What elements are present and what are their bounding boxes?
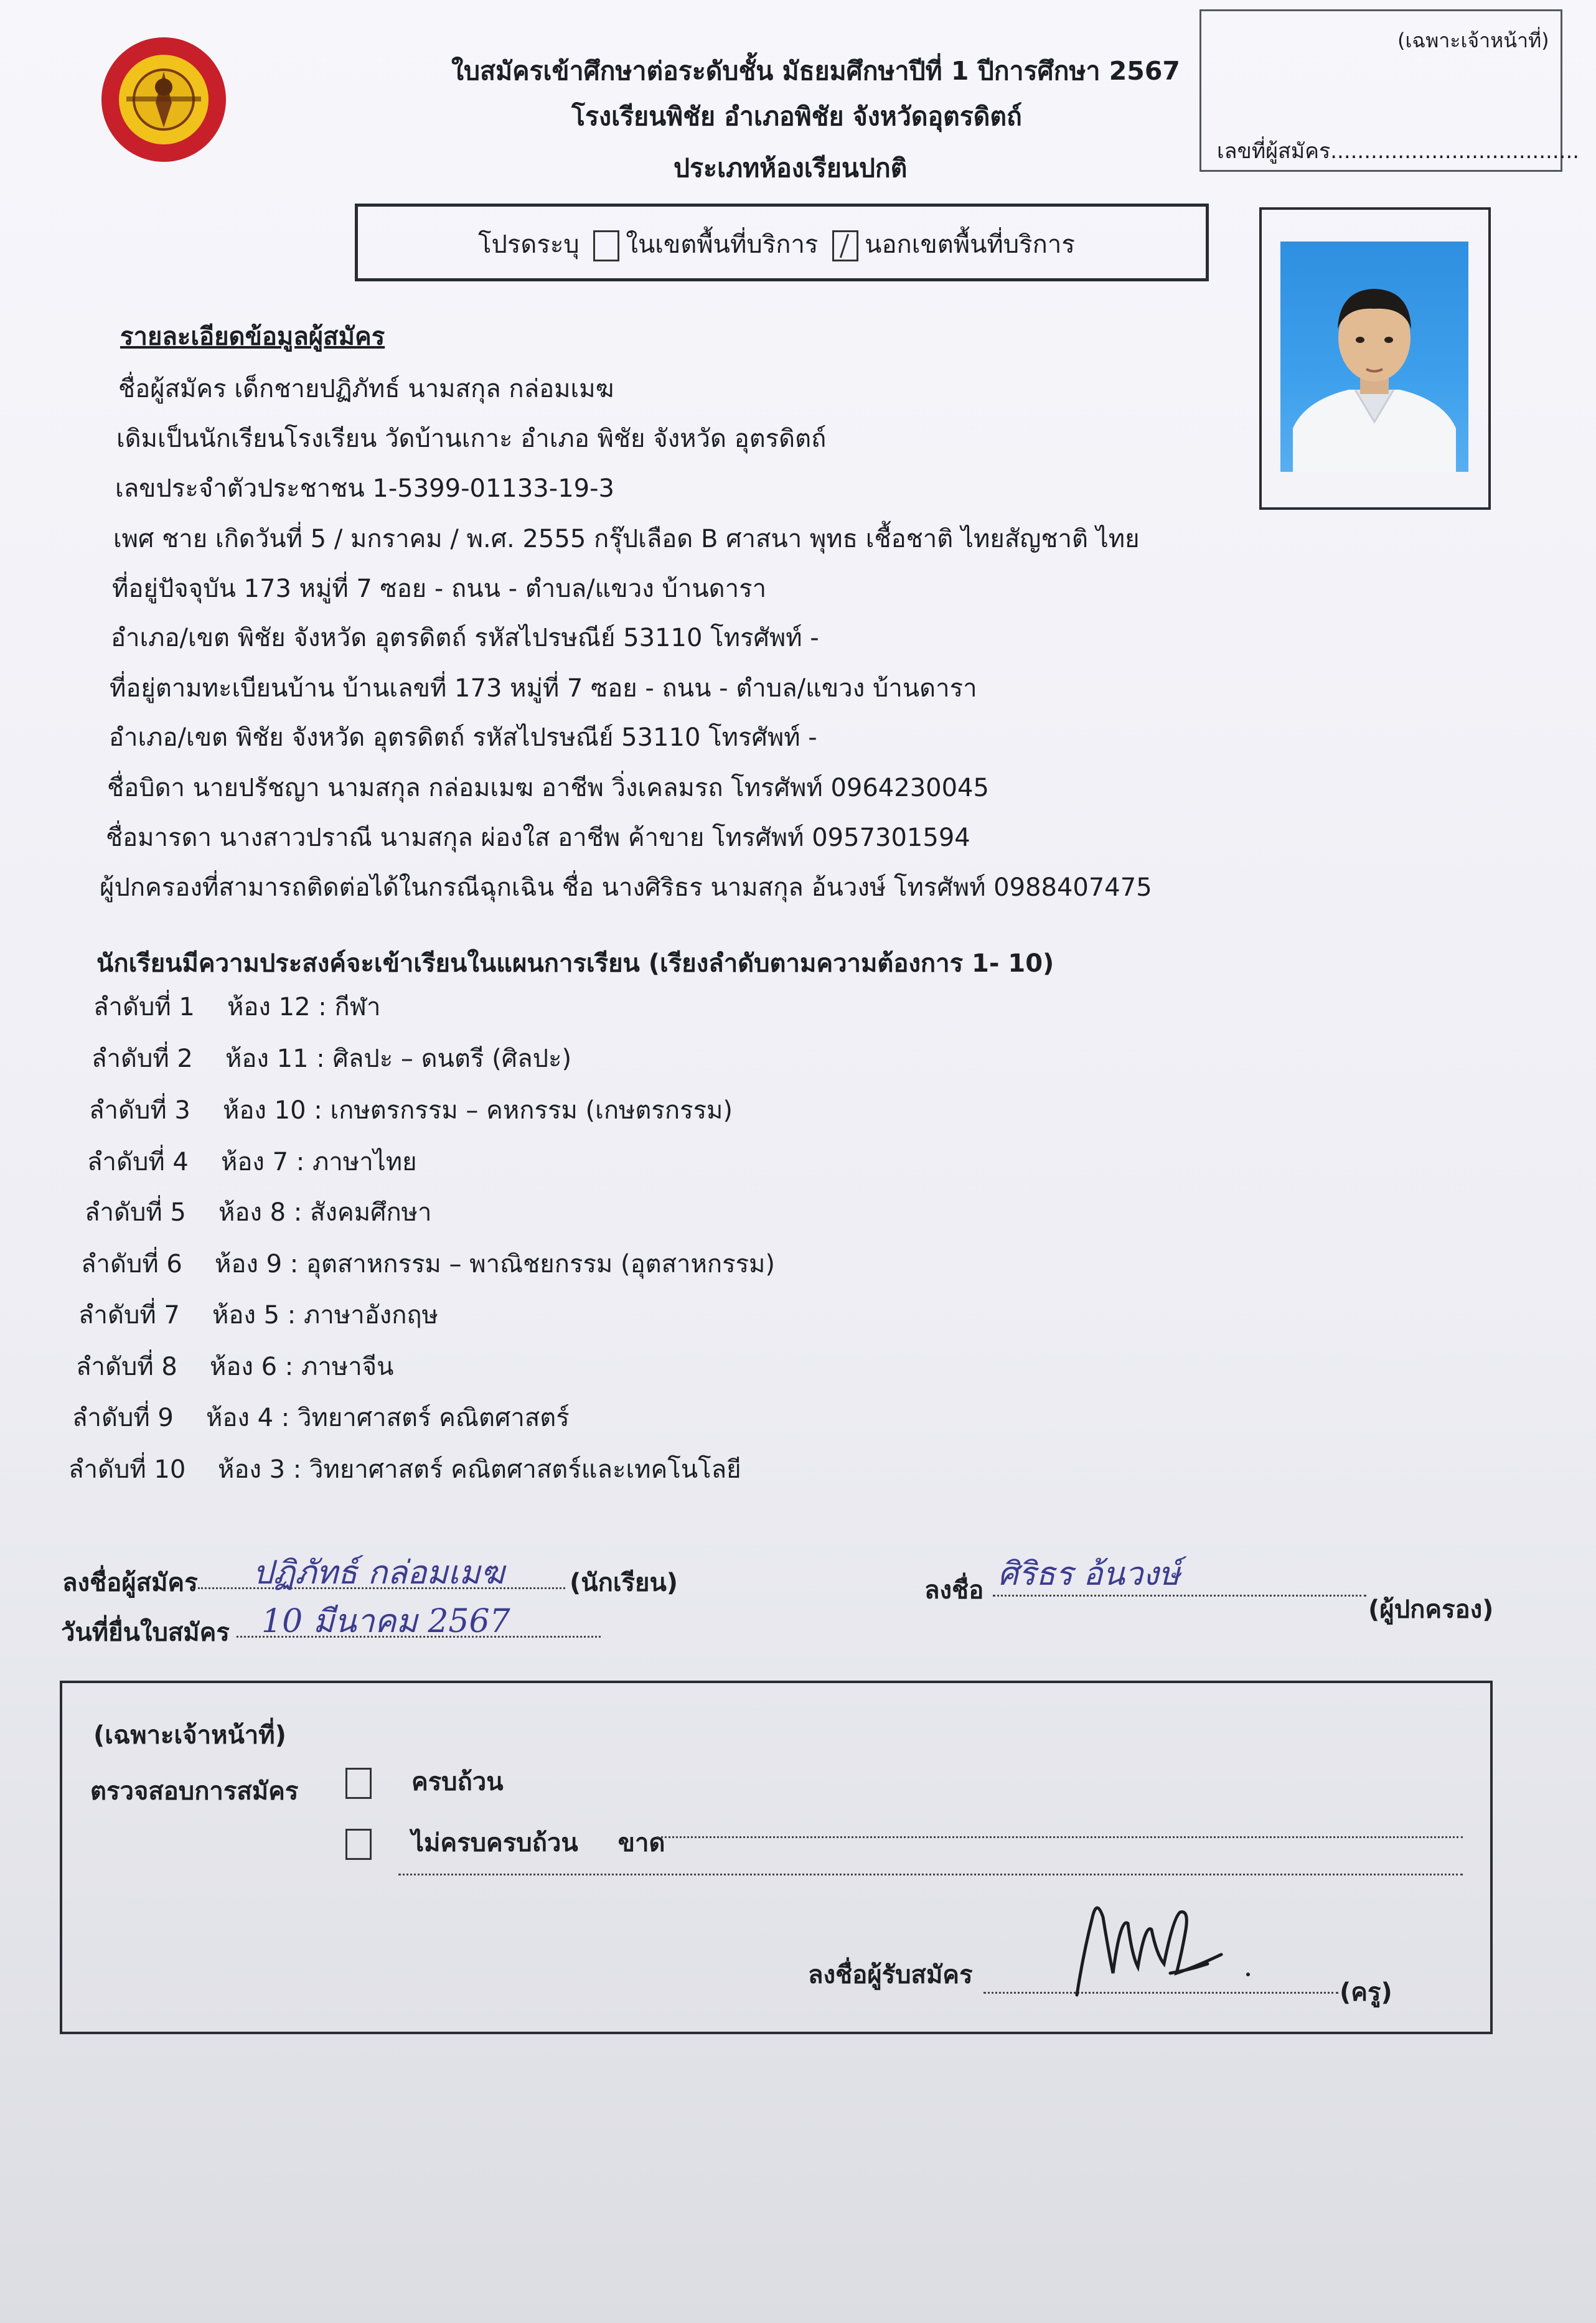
applicant-signature-field[interactable] xyxy=(198,1549,565,1592)
preference-item xyxy=(93,987,380,1026)
preference-item xyxy=(87,1142,417,1181)
applicant-signature: ปฏิภัทธ์ กล่อมเมฆ xyxy=(253,1554,505,1592)
in-area-label: ในเขตพื้นที่บริการ xyxy=(626,230,819,259)
out-area-label: นอกเขตพื้นที่บริการ xyxy=(865,230,1075,259)
guardian-signature-label: ลงชื่อ xyxy=(924,1576,984,1605)
preference-room: ห้อง 9 : อุตสาหกรรม – พาณิชยกรรม (อุตสาหกรรม) xyxy=(215,1250,776,1279)
area-select-row xyxy=(478,224,1075,264)
incomplete-label: ไม่ครบครบถ้วน xyxy=(411,1829,578,1857)
preference-item xyxy=(85,1192,432,1232)
preference-item xyxy=(81,1244,775,1284)
preference-item xyxy=(76,1346,393,1386)
preference-item xyxy=(78,1295,438,1335)
receiver-role: (ครู) xyxy=(1340,1978,1392,2007)
date-label: วันที่ยื่นใบสมัคร xyxy=(61,1618,230,1647)
applicant-photo xyxy=(1280,242,1468,472)
out-area-checkbox[interactable] xyxy=(832,230,858,261)
applicant-line: ผู้ปกครองที่สามารถติดต่อได้ในกรณีฉุกเฉิน ชื่อ นางศิริธร นามสกุล อ้นวงษ์ โทรศัพท์ 0988407475 xyxy=(100,873,1152,902)
preference-room: ห้อง 12 : กีฬา xyxy=(227,993,381,1021)
preference-rank: ลำดับที่ 9 xyxy=(72,1404,174,1432)
missing-field-line2[interactable] xyxy=(398,1874,1463,1875)
date-field[interactable] xyxy=(237,1597,601,1638)
applicant-line: ชื่อผู้สมัคร เด็กชายปฏิภัทธ์ นามสกุล กล่อมเมฆ xyxy=(118,375,614,403)
area-select-label: โปรดระบุ xyxy=(478,230,580,259)
check-label: ตรวจสอบการสมัคร xyxy=(90,1777,299,1806)
classroom-type: ประเภทห้องเรียนปกติ xyxy=(674,153,908,183)
preference-rank: ลำดับที่ 10 xyxy=(68,1455,186,1484)
missing-field[interactable] xyxy=(657,1836,1463,1838)
preference-rank: ลำดับที่ 3 xyxy=(89,1096,190,1125)
applicant-line: ที่อยู่ปัจจุบัน 173 หมู่ที่ 7 ซอย - ถนน - ตำบล/แขวง บ้านดารา xyxy=(112,575,767,603)
applicant-line: ชื่อมารดา นางสาวปราณี นามสกุล ผ่องใส อาชีพ ค้าขาย โทรศัพท์ 0957301594 xyxy=(106,824,970,852)
preference-room: ห้อง 5 : ภาษาอังกฤษ xyxy=(212,1301,439,1330)
applicant-line: เดิมเป็นนักเรียนโรงเรียน วัดบ้านเกาะ อำเภอ พิชัย จังหวัด อุตรดิตถ์ xyxy=(116,425,827,453)
preference-rank: ลำดับที่ 8 xyxy=(76,1353,177,1381)
preference-room: ห้อง 3 : วิทยาศาสตร์ คณิตศาสตร์และเทคโนโลยี xyxy=(218,1455,741,1484)
preference-item xyxy=(72,1397,570,1437)
preference-item xyxy=(89,1090,733,1130)
applicant-line: อำเภอ/เขต พิชัย จังหวัด อุตรดิตถ์ รหัสไปรษณีย์ 53110 โทรศัพท์ - xyxy=(111,624,819,652)
school-logo xyxy=(98,34,229,165)
receiver-signature xyxy=(1058,1880,1264,2004)
applicant-line: ชื่อบิดา นายปรัชญา นามสกุล กล่อมเมฆ อาชีพ วิ่งเคลมรถ โทรศัพท์ 0964230045 xyxy=(107,774,989,802)
in-area-checkbox[interactable] xyxy=(593,230,619,261)
guardian-signature: ศิริธร อ้นวงษ์ xyxy=(998,1556,1180,1593)
applicant-line: ที่อยู่ตามทะเบียนบ้าน บ้านเลขที่ 173 หมู่ที่ 7 ซอย - ถนน - ตำบล/แขวง บ้านดารา xyxy=(110,674,977,703)
complete-label: ครบถ้วน xyxy=(411,1768,504,1796)
school-name: โรงเรียนพิชัย อำเภอพิชัย จังหวัดอุตรดิตถ์ xyxy=(571,101,1022,131)
applicant-section-title: รายละเอียดข้อมูลผู้สมัคร xyxy=(120,322,385,351)
applicant-line: เพศ ชาย เกิดวันที่ 5 / มกราคม / พ.ศ. 2555 กรุ๊ปเลือด B ศาสนา พุทธ เชื้อชาติ ไทยสัญชาติ ไทย xyxy=(113,525,1140,553)
receiver-label: ลงชื่อผู้รับสมัคร xyxy=(808,1961,973,1989)
incomplete-checkbox[interactable] xyxy=(345,1829,372,1860)
preference-item xyxy=(68,1449,741,1489)
preference-rank: ลำดับที่ 7 xyxy=(78,1301,180,1330)
staff-only-label: (เฉพาะเจ้าหน้าที่) xyxy=(1397,29,1549,52)
incomplete-option xyxy=(339,1823,665,1862)
preference-rank: ลำดับที่ 5 xyxy=(85,1198,186,1227)
preference-room: ห้อง 8 : สังคมศึกษา xyxy=(218,1198,432,1227)
applicant-signature-label: ลงชื่อผู้สมัคร xyxy=(62,1569,198,1597)
preference-item xyxy=(92,1038,571,1078)
applicant-number-field[interactable]: เลขที่ผู้สมัคร..................................... xyxy=(1217,139,1580,164)
preference-room: ห้อง 7 : ภาษาไทย xyxy=(221,1148,417,1176)
complete-checkbox[interactable] xyxy=(345,1768,372,1799)
guardian-signature-field[interactable] xyxy=(993,1556,1366,1597)
preference-room: ห้อง 11 : ศิลปะ – ดนตรี (ศิลปะ) xyxy=(225,1044,572,1073)
guardian-role: (ผู้ปกครอง) xyxy=(1368,1595,1494,1624)
date-value: 10 มีนาคม 2567 xyxy=(261,1603,510,1640)
preference-room: ห้อง 6 : ภาษาจีน xyxy=(210,1353,394,1381)
applicant-line: อำเภอ/เขต พิชัย จังหวัด อุตรดิตถ์ รหัสไปรษณีย์ 53110 โทรศัพท์ - xyxy=(109,723,817,752)
preferences-title: นักเรียนมีความประสงค์จะเข้าเรียนในแผนการเรียน (เรียงลำดับตามความต้องการ 1- 10) xyxy=(96,949,1054,978)
missing-label: ขาด xyxy=(617,1829,665,1857)
form-title: ใบสมัครเข้าศึกษาต่อระดับชั้น มัธยมศึกษาปีที่ 1 ปีการศึกษา 2567 xyxy=(451,56,1180,86)
preference-rank: ลำดับที่ 6 xyxy=(81,1250,182,1279)
applicant-line: เลขประจำตัวประชาชน 1-5399-01133-19-3 xyxy=(115,474,614,503)
preference-rank: ลำดับที่ 2 xyxy=(92,1044,193,1073)
preference-rank: ลำดับที่ 4 xyxy=(87,1148,189,1176)
preference-room: ห้อง 4 : วิทยาศาสตร์ คณิตศาสตร์ xyxy=(206,1404,570,1432)
preference-room: ห้อง 10 : เกษตรกรรม – คหกรรม (เกษตรกรรม) xyxy=(223,1096,733,1125)
office-title: (เฉพาะเจ้าหน้าที่) xyxy=(93,1721,286,1750)
complete-option xyxy=(339,1762,504,1801)
preference-rank: ลำดับที่ 1 xyxy=(93,993,195,1021)
applicant-role: (นักเรียน) xyxy=(570,1569,678,1597)
